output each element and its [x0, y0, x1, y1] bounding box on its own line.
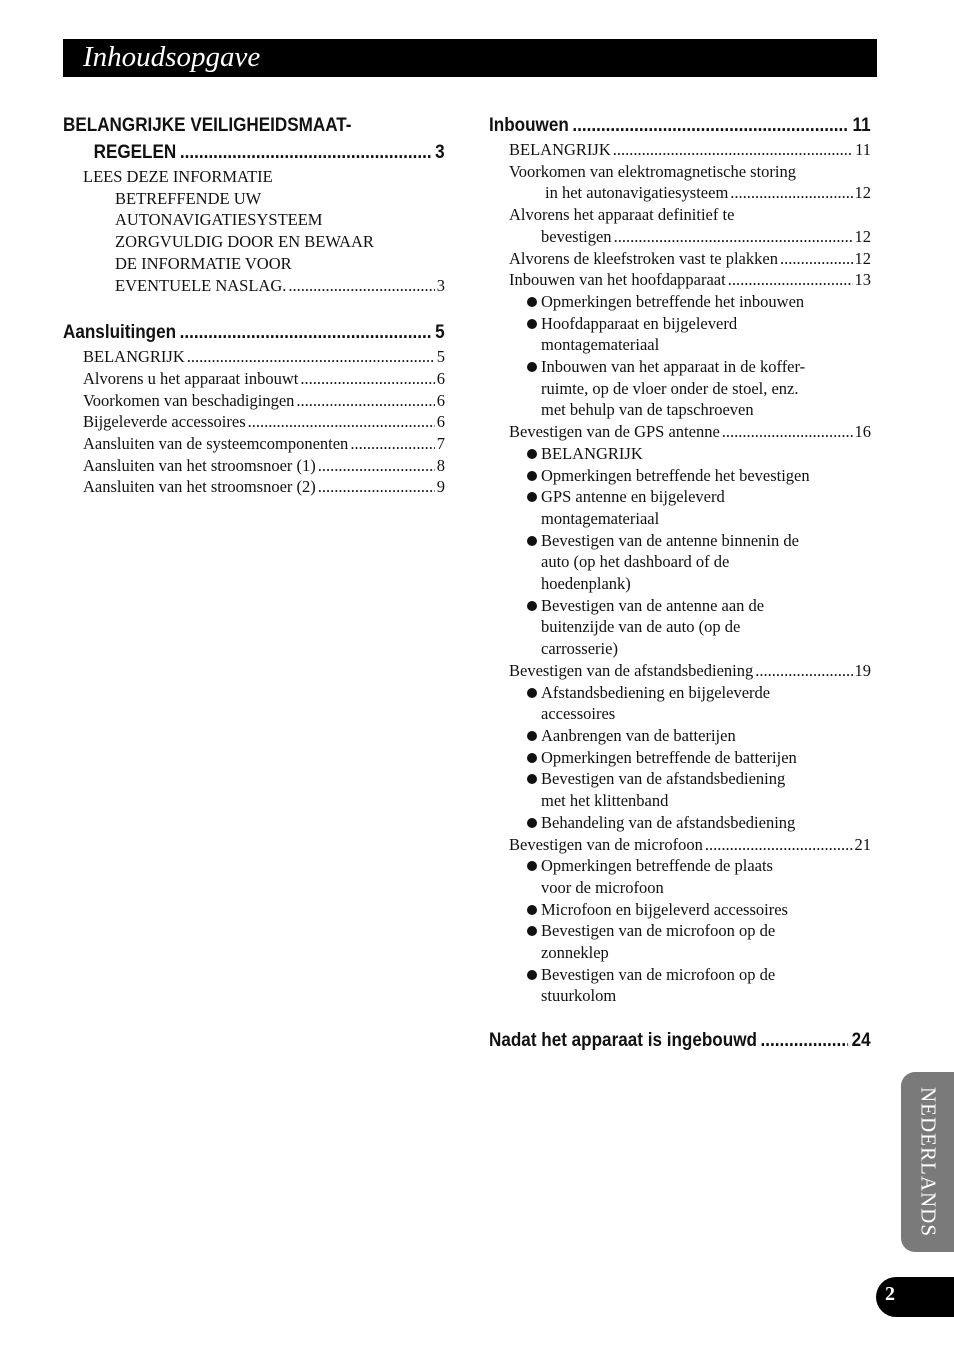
- leader-dots: [572, 112, 849, 139]
- subentry-line: Bevestigen van de microfoon op de: [541, 964, 776, 984]
- toc-section-safety[interactable]: [63, 112, 445, 166]
- toc-subentry[interactable]: [489, 725, 871, 747]
- toc-entry[interactable]: [83, 411, 445, 433]
- toc-entry[interactable]: [83, 455, 445, 477]
- toc-subentry[interactable]: [489, 291, 871, 313]
- leader-dots: [780, 248, 853, 270]
- entry-page: 3: [436, 275, 445, 295]
- section-title: Aansluitingen: [63, 322, 177, 344]
- subentry-line: ruimte, op de vloer onder de stoel, enz.: [541, 378, 799, 398]
- leader-dots: [730, 182, 852, 204]
- toc-subentry[interactable]: [489, 964, 871, 1007]
- entry-label: Alvorens het apparaat definitief te: [509, 205, 735, 225]
- section-page: 3: [435, 142, 445, 163]
- language-label: NEDERLANDS: [916, 1087, 940, 1237]
- toc-entry[interactable]: [509, 834, 871, 856]
- section-title: Nadat het apparaat is ingebouwd: [489, 1030, 757, 1052]
- entry-label: Aansluiten van de systeemcomponenten: [83, 434, 349, 454]
- toc-subentry[interactable]: [489, 530, 871, 595]
- toc-section-inbouwen[interactable]: [489, 112, 871, 139]
- toc-entry[interactable]: [83, 368, 445, 390]
- entry-continuation: [63, 188, 445, 297]
- leader-dots: [613, 139, 853, 161]
- leader-dots: [728, 269, 853, 291]
- entry-label: Bevestigen van de GPS antenne: [509, 422, 720, 442]
- entry-page: 7: [436, 434, 445, 454]
- leader-dots: [722, 421, 853, 443]
- subentry-line: zonneklep: [541, 943, 609, 963]
- entry-page: 19: [854, 660, 871, 680]
- subentry-line: hoedenplank): [541, 574, 631, 594]
- page-number-tab: [876, 1277, 954, 1317]
- toc-subentry[interactable]: [489, 812, 871, 834]
- bullet-icon: [527, 471, 537, 481]
- toc-subentry[interactable]: [489, 356, 871, 421]
- leader-dots: [755, 660, 852, 682]
- toc-left-column: [63, 112, 445, 498]
- toc-entry[interactable]: [83, 390, 445, 412]
- entry-label: Bevestigen van de microfoon: [509, 834, 703, 854]
- subentry-line: Opmerkingen betreffende het inbouwen: [541, 291, 805, 311]
- subentry-line: Bevestigen van de antenne binnenin de: [541, 530, 799, 550]
- toc-subentry[interactable]: [489, 595, 871, 660]
- leader-dots: [318, 476, 435, 498]
- entry-label: Bevestigen van de afstandsbediening: [509, 660, 754, 680]
- entry-page: 5: [436, 347, 445, 367]
- subentry-line: Hoofdapparaat en bijgeleverd: [541, 313, 738, 333]
- entry-label: Inbouwen van het hoofdapparaat: [509, 270, 726, 290]
- subentry-line: Bevestigen van de afstandsbediening: [541, 769, 786, 789]
- page-number: 2: [885, 1283, 895, 1305]
- page-title: Inhoudsopgave: [83, 41, 261, 73]
- toc-entry-list: [63, 346, 445, 498]
- bullet-icon: [527, 319, 537, 329]
- toc-entry[interactable]: [509, 204, 871, 247]
- subentry-line: auto (op het dashboard of de: [541, 552, 730, 572]
- leader-dots: [187, 346, 435, 368]
- entry-label-cont: bevestigen: [541, 226, 612, 246]
- toc-subentry[interactable]: [489, 920, 871, 963]
- bullet-icon: [527, 492, 537, 502]
- leader-dots: [614, 226, 853, 248]
- leader-dots: [180, 319, 432, 346]
- title-bar: [63, 39, 877, 77]
- entry-page: 13: [854, 270, 871, 290]
- subentry-line: stuurkolom: [541, 986, 617, 1006]
- subentry-line: Aanbrengen van de batterijen: [541, 725, 736, 745]
- leader-dots: [761, 1027, 848, 1054]
- entry-label: BELANGRIJK: [83, 347, 185, 367]
- entry-line: AUTONAVIGATIESYSTEEM: [115, 210, 323, 230]
- toc-entry[interactable]: [509, 269, 871, 291]
- leader-dots: [248, 411, 435, 433]
- section-title: Inbouwen: [489, 115, 569, 136]
- subentry-line: Opmerkingen betreffende de batterijen: [541, 747, 797, 767]
- toc-right-column: [489, 112, 871, 1054]
- entry-label: BELANGRIJK: [509, 140, 611, 159]
- toc-subentry[interactable]: [489, 486, 871, 529]
- toc-entry[interactable]: [509, 161, 871, 204]
- subentry-line: accessoires: [541, 704, 616, 724]
- toc-entry[interactable]: [509, 660, 871, 682]
- entry-line: DE INFORMATIE VOOR: [115, 253, 292, 273]
- subentry-line: Microfoon en bijgeleverd accessoires: [541, 899, 788, 919]
- bullet-icon: [527, 601, 537, 611]
- subentry-line: BELANGRIJK: [541, 443, 643, 463]
- subentry-line: met behulp van de tapschroeven: [541, 400, 754, 420]
- bullet-icon: [527, 297, 537, 307]
- subentry-line: Afstandsbediening en bijgeleverde: [541, 682, 771, 702]
- entry-page: 21: [854, 834, 871, 854]
- subentry-line: voor de microfoon: [541, 877, 664, 897]
- bullet-icon: [527, 926, 537, 936]
- entry-label-cont: in het autonavigatiesysteem: [545, 183, 729, 203]
- subentry-line: Bevestigen van de microfoon op de: [541, 921, 776, 941]
- subentry-line: met het klittenband: [541, 791, 669, 811]
- bullet-icon: [527, 449, 537, 459]
- entry-page: 8: [436, 455, 445, 475]
- toc-entry[interactable]: [83, 433, 445, 455]
- bullet-icon: [527, 818, 537, 828]
- entry-line: LEES DEZE INFORMATIE: [83, 167, 273, 186]
- entry-page: 6: [436, 412, 445, 432]
- subentry-line: Opmerkingen betreffende het bevestigen: [541, 465, 810, 485]
- toc-subentry[interactable]: [489, 313, 871, 356]
- subentry-line: Bevestigen van de antenne aan de: [541, 595, 765, 615]
- entry-page: 11: [855, 140, 871, 159]
- subentry-line: buitenzijde van de auto (op de: [541, 617, 741, 637]
- leader-dots: [350, 433, 434, 455]
- toc-entry[interactable]: [509, 421, 871, 443]
- toc-subentry[interactable]: [489, 682, 871, 725]
- entry-page: 16: [854, 422, 871, 442]
- entry-label: Bijgeleverde accessoires: [83, 412, 246, 432]
- bullet-icon: [527, 688, 537, 698]
- entry-line: ZORGVULDIG DOOR EN BEWAAR: [115, 232, 374, 252]
- entry-label: Voorkomen van elektromagnetische storing: [509, 161, 797, 181]
- bullet-icon: [527, 536, 537, 546]
- toc-subentry[interactable]: [489, 899, 871, 921]
- bullet-icon: [527, 970, 537, 980]
- subentry-line: Opmerkingen betreffende de plaats: [541, 856, 773, 876]
- bullet-icon: [527, 861, 537, 871]
- leader-dots: [288, 275, 434, 297]
- subentry-line: montagemateriaal: [541, 508, 660, 528]
- subentry-line: montagemateriaal: [541, 335, 660, 355]
- bullet-icon: [527, 774, 537, 784]
- subentry-line: GPS antenne en bijgeleverd: [541, 487, 725, 507]
- section-title-line2: REGELEN: [93, 142, 177, 163]
- leader-dots: [296, 390, 434, 412]
- entry-label: Alvorens de kleefstroken vast te plakken: [509, 248, 778, 268]
- toc-subentry[interactable]: [489, 443, 871, 465]
- bullet-icon: [527, 362, 537, 372]
- leader-dots: [180, 139, 432, 166]
- entry-label: Aansluiten van het stroomsnoer (2): [83, 477, 316, 497]
- subentry-line: Inbouwen van het apparaat in de koffer-: [541, 357, 806, 377]
- entry-page: 12: [854, 248, 871, 268]
- toc-section-aansluitingen[interactable]: [63, 319, 445, 346]
- entry-label: Aansluiten van het stroomsnoer (1): [83, 455, 316, 475]
- section-page: 11: [852, 115, 871, 136]
- bullet-icon: [527, 731, 537, 741]
- entry-line: EVENTUELE NASLAG.: [115, 275, 287, 295]
- toc-entry[interactable]: [63, 166, 445, 188]
- entry-page: 12: [854, 183, 871, 203]
- toc-subentry[interactable]: [489, 465, 871, 487]
- section-title-line1: BELANGRIJKE VEILIGHEIDSMAAT-: [63, 115, 352, 136]
- toc-subentry[interactable]: [489, 747, 871, 769]
- language-tab: [901, 1072, 954, 1252]
- leader-dots: [318, 455, 435, 477]
- leader-dots: [705, 834, 853, 856]
- toc-entry[interactable]: [509, 248, 871, 270]
- toc-entry[interactable]: [83, 346, 445, 368]
- entry-label: Alvorens u het apparaat inbouwt: [83, 368, 299, 388]
- subentry-line: Behandeling van de afstandsbediening: [541, 812, 796, 832]
- entry-page: 12: [854, 226, 871, 246]
- toc-section-nadat[interactable]: [489, 1027, 871, 1054]
- subentry-line: carrosserie): [541, 639, 618, 659]
- entry-page: 6: [436, 368, 445, 388]
- entry-line: BETREFFENDE UW: [115, 188, 262, 208]
- entry-page: 6: [436, 390, 445, 410]
- toc-entry[interactable]: [83, 476, 445, 498]
- bullet-icon: [527, 753, 537, 763]
- leader-dots: [300, 368, 434, 390]
- toc-subentry[interactable]: [489, 768, 871, 811]
- entry-label: Voorkomen van beschadigingen: [83, 390, 295, 410]
- section-page: 24: [851, 1030, 871, 1052]
- entry-page: 9: [436, 477, 445, 497]
- toc-subentry[interactable]: [489, 855, 871, 898]
- toc-entry[interactable]: [509, 139, 871, 161]
- section-page: 5: [435, 322, 445, 344]
- bullet-icon: [527, 905, 537, 915]
